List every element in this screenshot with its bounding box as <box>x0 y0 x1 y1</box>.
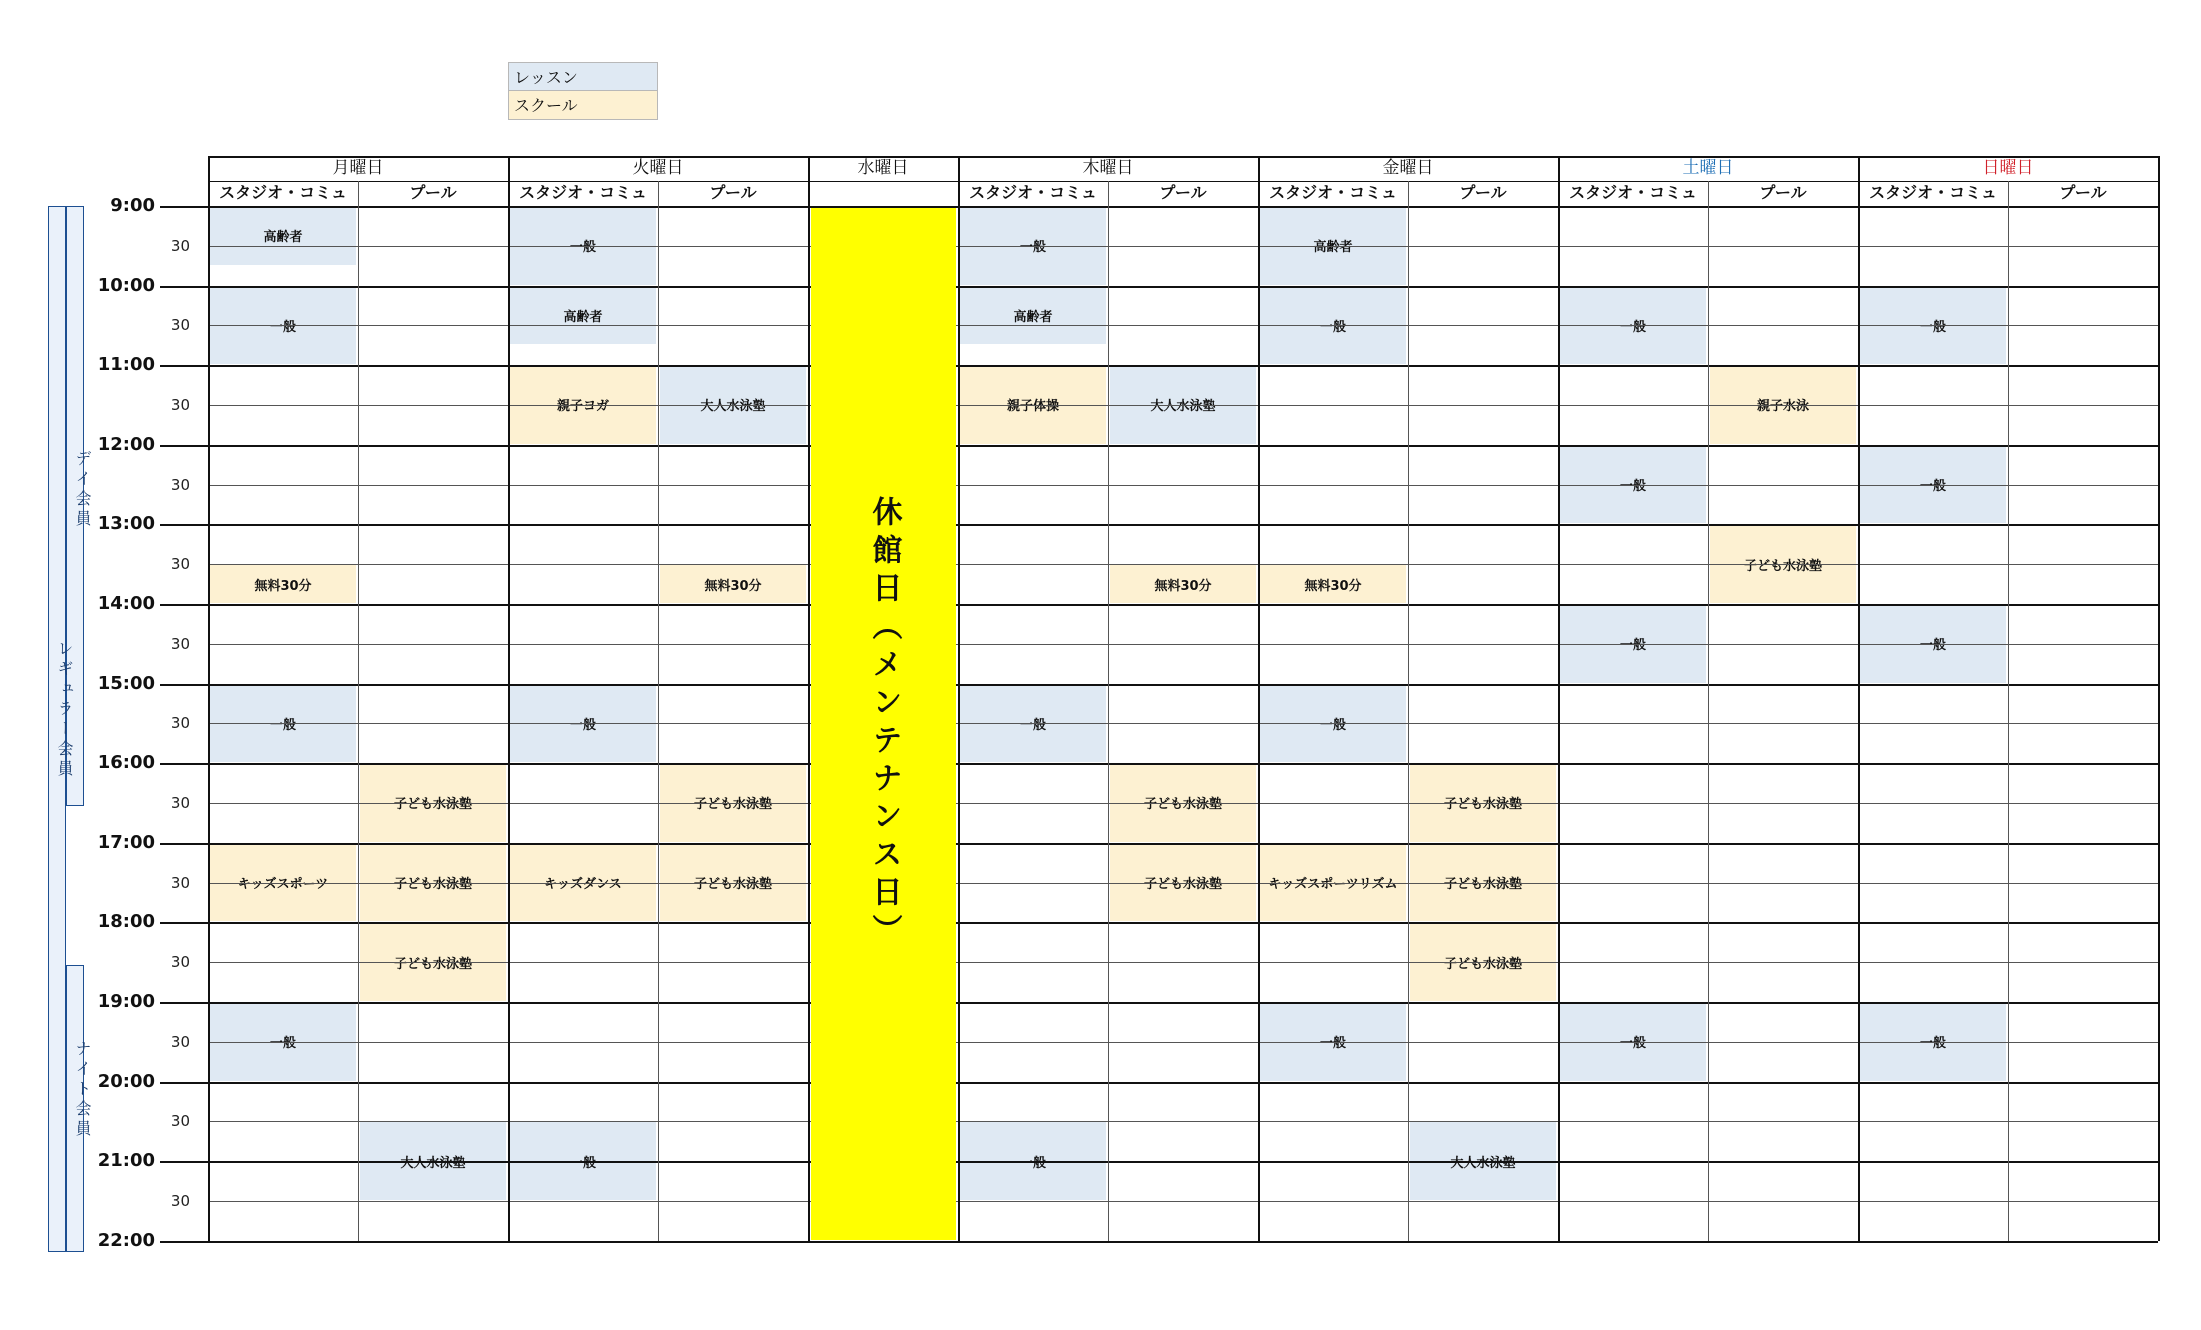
header-line <box>208 181 2158 182</box>
school-cell: 子ども水泳塾 <box>360 844 506 922</box>
column-subheader: プール <box>409 183 457 202</box>
time-tick <box>160 1161 208 1163</box>
grid-hline <box>208 1121 2158 1122</box>
grid-hline <box>208 405 2158 406</box>
grid-vline <box>508 156 510 1241</box>
lesson-cell: 一般 <box>1260 685 1406 763</box>
time-label: 20:00 <box>97 1070 155 1092</box>
member-group-label: デイ会員 <box>73 450 92 530</box>
grid-hline <box>208 445 2158 447</box>
day-header: 水曜日 <box>857 158 909 178</box>
school-cell: 子ども水泳塾 <box>1410 764 1556 842</box>
grid-hline <box>208 365 2158 367</box>
half-hour-label: 30 <box>170 794 190 812</box>
day-header: 木曜日 <box>1082 158 1134 178</box>
time-tick <box>160 1241 208 1243</box>
grid-hline <box>208 644 2158 645</box>
time-tick <box>160 206 208 208</box>
column-subheader: プール <box>1459 183 1507 202</box>
time-tick <box>160 843 208 845</box>
school-cell: 親子水泳 <box>1710 366 1856 444</box>
grid-hline <box>208 564 2158 565</box>
time-tick <box>160 1002 208 1004</box>
grid-vline <box>1108 181 1109 1241</box>
column-subheader: スタジオ・コミュ <box>219 183 347 202</box>
lesson-cell: 高齢者 <box>960 287 1106 345</box>
half-hour-label: 30 <box>170 1112 190 1131</box>
day-header: 金曜日 <box>1382 158 1434 178</box>
half-hour-label: 30 <box>170 396 190 414</box>
time-tick <box>160 763 208 765</box>
member-group-label: レギュラー会員 <box>55 640 74 780</box>
grid-hline <box>208 723 2158 724</box>
half-hour-label: 30 <box>170 555 190 574</box>
time-tick <box>160 445 208 447</box>
grid-hline <box>208 1161 2158 1163</box>
lesson-cell: 一般 <box>1860 287 2006 365</box>
lesson-cell: 高齢者 <box>210 207 356 265</box>
time-label: 15:00 <box>97 672 155 694</box>
grid-hline <box>208 246 2158 247</box>
time-label: 18:00 <box>97 911 155 933</box>
lesson-cell: 一般 <box>1860 1003 2006 1081</box>
school-cell: 子ども水泳塾 <box>660 764 806 842</box>
lesson-cell: 一般 <box>1860 605 2006 683</box>
grid-hline <box>208 803 2158 804</box>
lesson-cell: 一般 <box>510 1122 656 1200</box>
lesson-cell: 高齢者 <box>1260 207 1406 285</box>
column-subheader: スタジオ・コミュ <box>969 183 1097 202</box>
grid-hline <box>208 684 2158 686</box>
column-subheader <box>808 181 958 205</box>
grid-vline <box>1408 181 1409 1241</box>
half-hour-label: 30 <box>170 475 190 494</box>
school-cell: 無料30分 <box>210 565 356 603</box>
column-subheader: スタジオ・コミュ <box>1869 183 1997 202</box>
school-cell: 子ども水泳塾 <box>360 764 506 842</box>
header-line <box>208 156 2158 158</box>
closure-label: 休館日（メンテナンス日） <box>866 495 902 952</box>
half-hour-label: 30 <box>170 953 190 972</box>
grid-vline <box>958 156 960 1241</box>
half-hour-label: 30 <box>170 714 190 733</box>
time-label: 11:00 <box>97 354 155 376</box>
lesson-cell: 大人水泳塾 <box>660 366 806 444</box>
lesson-cell: 一般 <box>210 685 356 763</box>
time-tick <box>160 684 208 686</box>
school-cell: 無料30分 <box>1260 565 1406 603</box>
grid-hline <box>208 883 2158 884</box>
grid-vline <box>1558 156 1560 1241</box>
school-cell: 無料30分 <box>660 565 806 603</box>
school-cell: 子ども水泳塾 <box>1410 923 1556 1001</box>
lesson-cell: 一般 <box>960 685 1106 763</box>
legend-lesson: レッスン <box>508 62 658 91</box>
day-header: 月曜日 <box>332 158 384 178</box>
column-subheader: スタジオ・コミュ <box>519 183 647 202</box>
time-label: 9:00 <box>110 195 155 216</box>
grid-vline <box>358 181 359 1241</box>
day-header: 土曜日 <box>1682 158 1734 178</box>
lesson-cell: 大人水泳塾 <box>1410 1122 1556 1200</box>
time-tick <box>160 524 208 526</box>
lesson-cell: 一般 <box>1560 605 1706 683</box>
half-hour-label: 30 <box>170 873 190 892</box>
lesson-cell: 大人水泳塾 <box>360 1122 506 1200</box>
grid-hline <box>208 763 2158 765</box>
day-header: 火曜日 <box>632 158 684 178</box>
lesson-cell: 大人水泳塾 <box>1110 366 1256 444</box>
grid-hline <box>208 843 2158 845</box>
lesson-cell: 高齢者 <box>510 287 656 345</box>
time-label: 16:00 <box>97 752 155 774</box>
time-tick <box>160 604 208 606</box>
grid-vline <box>1858 156 1860 1241</box>
column-subheader: プール <box>1759 183 1807 202</box>
time-tick <box>160 365 208 367</box>
column-subheader: プール <box>709 183 757 202</box>
lesson-cell: 一般 <box>1560 1003 1706 1081</box>
grid-vline <box>1258 156 1260 1241</box>
time-label: 10:00 <box>97 274 155 296</box>
half-hour-label: 30 <box>170 634 190 653</box>
school-cell: 子ども水泳塾 <box>1110 764 1256 842</box>
grid-hline <box>208 524 2158 526</box>
half-hour-label: 30 <box>170 1032 190 1051</box>
lesson-cell: 一般 <box>1260 1003 1406 1081</box>
grid-vline <box>808 156 810 1241</box>
school-cell: キッズスポーツ <box>210 844 356 922</box>
lesson-cell: 一般 <box>210 287 356 365</box>
time-label: 14:00 <box>97 593 155 614</box>
half-hour-label: 30 <box>170 316 190 335</box>
time-tick <box>160 286 208 288</box>
day-header: 日曜日 <box>1982 158 2034 178</box>
lesson-cell: 一般 <box>1560 446 1706 524</box>
grid-hline <box>208 1201 2158 1202</box>
grid-hline <box>208 286 2158 288</box>
grid-hline <box>208 1241 2158 1243</box>
grid-hline <box>208 1082 2158 1084</box>
column-subheader: プール <box>2059 183 2107 202</box>
lesson-cell: 一般 <box>510 207 656 285</box>
grid-vline <box>208 156 210 1241</box>
grid-hline <box>208 206 2158 208</box>
grid-hline <box>208 604 2158 606</box>
half-hour-label: 30 <box>170 1192 190 1210</box>
legend-school: スクール <box>508 91 658 120</box>
lesson-cell: 一般 <box>960 207 1106 285</box>
school-cell: 子ども水泳塾 <box>1110 844 1256 922</box>
member-group-label: ナイト会員 <box>73 1040 92 1140</box>
school-cell: キッズダンス <box>510 844 656 922</box>
lesson-cell: 一般 <box>960 1122 1106 1200</box>
time-label: 13:00 <box>97 513 155 535</box>
half-hour-label: 30 <box>170 236 190 255</box>
column-subheader: プール <box>1159 183 1207 202</box>
school-cell: 子ども水泳塾 <box>360 923 506 1001</box>
school-cell: 親子ヨガ <box>510 366 656 444</box>
closure-block <box>811 208 956 1240</box>
school-cell: 親子体操 <box>960 366 1106 444</box>
lesson-cell: 一般 <box>210 1003 356 1081</box>
time-tick <box>160 1082 208 1084</box>
time-label: 19:00 <box>97 991 155 1012</box>
column-subheader: スタジオ・コミュ <box>1269 183 1397 202</box>
grid-hline <box>208 1002 2158 1004</box>
grid-vline <box>2008 181 2009 1241</box>
grid-hline <box>208 325 2158 326</box>
grid-hline <box>208 485 2158 486</box>
school-cell: 無料30分 <box>1110 565 1256 603</box>
school-cell: キッズスポーツリズム <box>1260 844 1406 922</box>
lesson-cell: 一般 <box>1860 446 2006 524</box>
grid-hline <box>208 922 2158 924</box>
time-label: 17:00 <box>97 831 155 853</box>
lesson-cell: 一般 <box>1260 287 1406 365</box>
grid-vline <box>658 181 659 1241</box>
lesson-cell: 一般 <box>510 685 656 763</box>
time-tick <box>160 922 208 924</box>
grid-vline <box>2158 156 2160 1241</box>
time-label: 21:00 <box>97 1150 155 1172</box>
time-label: 22:00 <box>97 1229 155 1251</box>
time-label: 12:00 <box>97 433 155 455</box>
column-subheader: スタジオ・コミュ <box>1569 183 1697 202</box>
school-cell: 子ども水泳塾 <box>1710 525 1856 603</box>
school-cell: 子ども水泳塾 <box>1410 844 1556 922</box>
school-cell: 子ども水泳塾 <box>660 844 806 922</box>
grid-hline <box>208 962 2158 963</box>
grid-hline <box>208 1042 2158 1043</box>
grid-vline <box>1708 181 1709 1241</box>
lesson-cell: 一般 <box>1560 287 1706 365</box>
